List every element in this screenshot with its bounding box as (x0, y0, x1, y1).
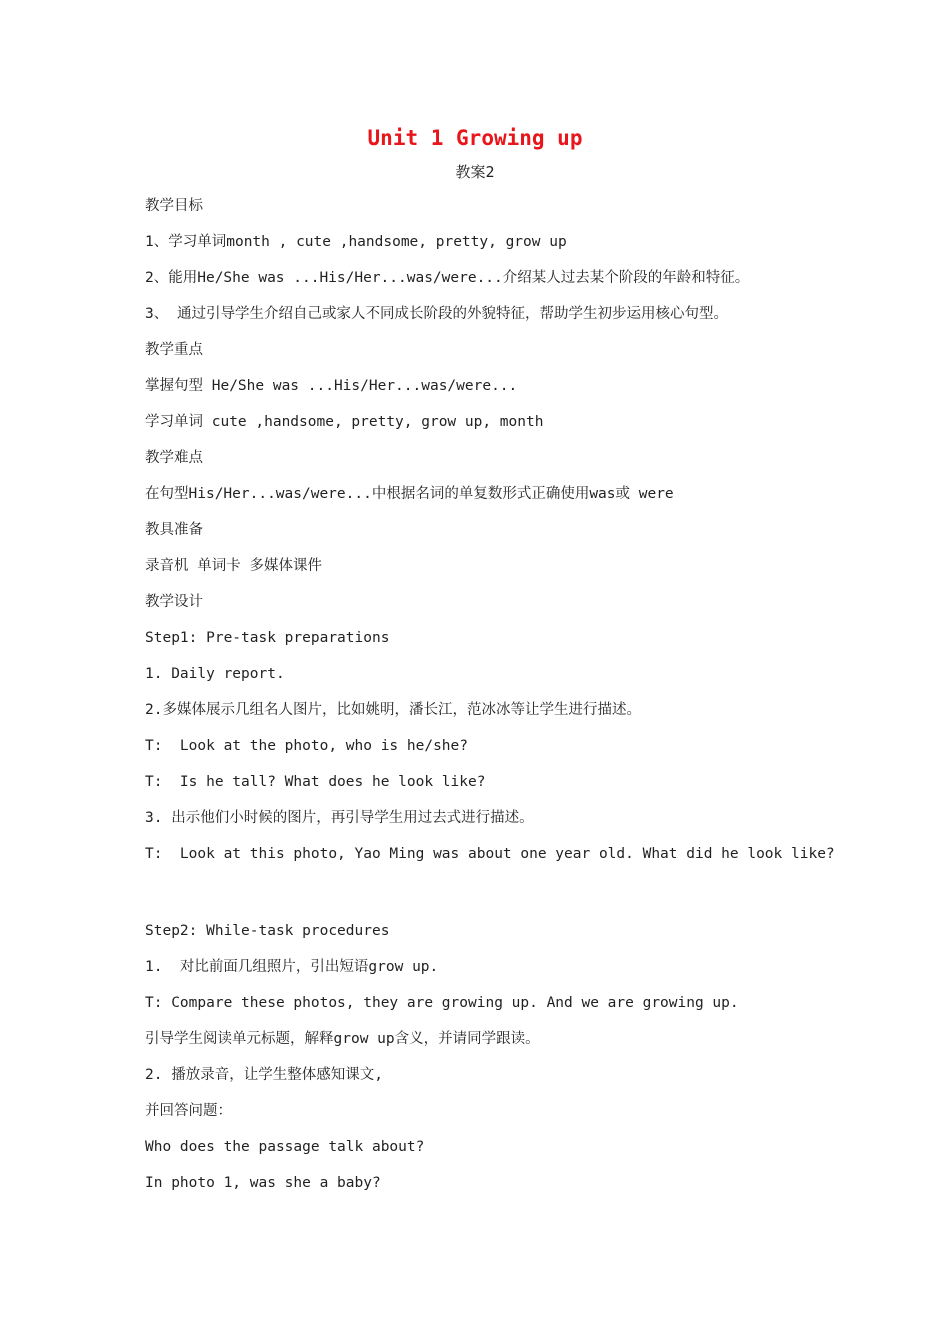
step1-dialogue-1: T: Look at the photo, who is he/she? (145, 738, 469, 754)
objective-2: 2、能用He/She was ...His/Her...was/were...介绍某人过去某个阶段的年龄和特征。 (145, 270, 750, 286)
step1-item-1: 1. Daily report. (145, 666, 285, 682)
document-body (145, 195, 835, 1208)
step1-dialogue-3: T: Look at this photo, Yao Ming was about one year old. What did he look like? (145, 846, 835, 862)
step1-item-2: 2.多媒体展示几组名人图片，比如姚明，潘长江，范冰冰等让学生进行描述。 (145, 702, 641, 718)
step2-item-2: 2. 播放录音，让学生整体感知课文, (145, 1067, 383, 1083)
key-point-1: 掌握句型 He/She was ...His/Her...was/were... (145, 378, 518, 394)
step2-question-1: Who does the passage talk about? (145, 1139, 425, 1155)
section-heading-objectives: 教学目标 (145, 198, 203, 214)
paragraph-gap (145, 879, 835, 920)
document-title: Unit 1 Growing up (367, 126, 583, 150)
step1-dialogue-2: T: Is he tall? What does he look like? (145, 774, 486, 790)
step1-heading: Step1: Pre-task preparations (145, 630, 390, 646)
objective-1: 1、学习单词month , cute ,handsome, pretty, grow up (145, 234, 567, 250)
section-heading-design: 教学设计 (145, 594, 203, 610)
step2-question-2: In photo 1, was she a baby? (145, 1175, 381, 1191)
step2-dialogue-1: T: Compare these photos, they are growing up. And we are growing up. (145, 995, 739, 1011)
section-heading-key-points: 教学重点 (145, 342, 203, 358)
step2-note-2: 并回答问题： (145, 1103, 232, 1119)
step2-heading: Step2: While-task procedures (145, 923, 390, 939)
step1-item-3: 3. 出示他们小时候的图片，再引导学生用过去式进行描述。 (145, 810, 534, 826)
difficulty-1: 在句型His/Her...was/were...中根据名词的单复数形式正确使用was或 were (145, 486, 674, 502)
objective-3: 3、 通过引导学生介绍自己或家人不同成长阶段的外貌特征，帮助学生初步运用核心句型。 (145, 306, 728, 322)
section-heading-materials: 教具准备 (145, 522, 203, 538)
document-subtitle: 教案2 (455, 163, 495, 181)
step2-note-1: 引导学生阅读单元标题，解释grow up含义，并请同学跟读。 (145, 1031, 540, 1047)
key-point-2: 学习单词 cute ,handsome, pretty, grow up, month (145, 414, 544, 430)
materials-list: 录音机 单词卡 多媒体课件 (145, 558, 322, 574)
section-heading-difficulties: 教学难点 (145, 450, 203, 466)
step2-item-1: 1. 对比前面几组照片，引出短语grow up. (145, 959, 439, 975)
